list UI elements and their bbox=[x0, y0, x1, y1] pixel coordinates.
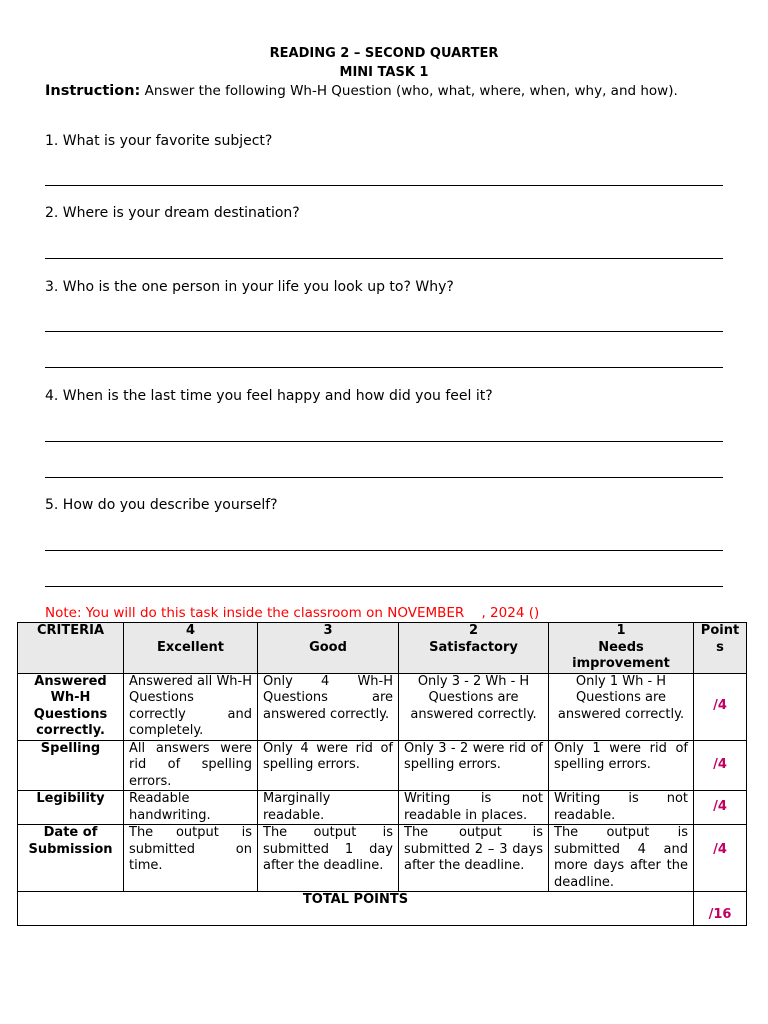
cell-needs-improvement: The output is submitted 4 and more days after the deadline. bbox=[549, 825, 694, 892]
instruction-label: Instruction: bbox=[45, 83, 141, 99]
header-score-3 bbox=[258, 623, 399, 674]
criteria-date-of-submission: Date of Submission bbox=[18, 825, 124, 892]
total-points-label: TOTAL POINTS bbox=[18, 892, 694, 926]
header-4-label: Excellent bbox=[157, 639, 224, 655]
answer-line-1[interactable] bbox=[45, 185, 723, 186]
rubric-total-row bbox=[18, 892, 747, 926]
header-score-4 bbox=[124, 623, 258, 674]
answer-line-4b[interactable] bbox=[45, 477, 723, 478]
header-score-2 bbox=[399, 623, 549, 674]
points-cell: /4 bbox=[694, 825, 747, 892]
cell-good: Only 4 were rid of spelling errors. bbox=[258, 740, 399, 791]
points-cell: /4 bbox=[694, 673, 747, 740]
header-1-label: Needs improvement bbox=[572, 639, 670, 671]
worksheet-subtitle: MINI TASK 1 bbox=[339, 65, 429, 80]
question-1: 1. What is your favorite subject? bbox=[45, 133, 273, 149]
points-cell: /4 bbox=[694, 740, 747, 791]
cell-excellent: Readable handwriting. bbox=[124, 791, 258, 825]
cell-excellent: Answered all Wh-H Questions correctly and completely. bbox=[124, 673, 258, 740]
rubric-row-legibility bbox=[18, 791, 747, 825]
answer-line-2[interactable] bbox=[45, 258, 723, 259]
answer-line-5a[interactable] bbox=[45, 550, 723, 551]
header-score-1 bbox=[549, 623, 694, 674]
cell-needs-improvement: Only 1 Wh - H Questions are answered correctly. bbox=[549, 673, 694, 740]
header-4-number: 4 bbox=[185, 623, 196, 638]
header-2-label: Satisfactory bbox=[429, 639, 518, 655]
header-3-label: Good bbox=[309, 639, 347, 655]
cell-needs-improvement: Writing is not readable. bbox=[549, 791, 694, 825]
question-5: 5. How do you describe yourself? bbox=[45, 497, 278, 513]
cell-satisfactory: Writing is not readable in places. bbox=[399, 791, 549, 825]
points-cell: /4 bbox=[694, 791, 747, 825]
header-criteria: CRITERIA bbox=[18, 623, 124, 674]
answer-line-5b[interactable] bbox=[45, 586, 723, 587]
criteria-answered: Answered Wh-H Questions correctly. bbox=[18, 673, 124, 740]
rubric-table bbox=[17, 622, 747, 926]
header-3-number: 3 bbox=[323, 623, 333, 638]
header-1-number: 1 bbox=[616, 623, 626, 638]
instruction-block bbox=[45, 82, 705, 101]
rubric-row-answered bbox=[18, 673, 747, 740]
instruction-text: Answer the following Wh-H Question (who, what, where, when, why, and how). bbox=[144, 83, 678, 99]
rubric-row-spelling bbox=[18, 740, 747, 791]
answer-line-3b[interactable] bbox=[45, 367, 723, 368]
cell-satisfactory: The output is submitted 2 – 3 days after the deadline. bbox=[399, 825, 549, 892]
cell-good: Marginally readable. bbox=[258, 791, 399, 825]
worksheet-title: READING 2 – SECOND QUARTER bbox=[269, 46, 499, 61]
total-points-value: /16 bbox=[694, 892, 747, 926]
cell-satisfactory: Only 3 - 2 were rid of spelling errors. bbox=[399, 740, 549, 791]
cell-needs-improvement: Only 1 were rid of spelling errors. bbox=[549, 740, 694, 791]
answer-line-4a[interactable] bbox=[45, 441, 723, 442]
criteria-spelling: Spelling bbox=[18, 740, 124, 791]
cell-excellent: All answers were rid of spelling errors. bbox=[124, 740, 258, 791]
question-4: 4. When is the last time you feel happy and how did you feel it? bbox=[45, 388, 493, 404]
rubric-header-row bbox=[18, 623, 747, 674]
rubric-row-submission bbox=[18, 825, 747, 892]
classroom-note: Note: You will do this task inside the classroom on NOVEMBER , 2024 () bbox=[45, 605, 540, 621]
cell-good: Only 4 Wh-H Questions are answered correctly. bbox=[258, 673, 399, 740]
question-3: 3. Who is the one person in your life you look up to? Why? bbox=[45, 279, 454, 295]
cell-satisfactory: Only 3 - 2 Wh - H Questions are answered correctly. bbox=[399, 673, 549, 740]
header-2-number: 2 bbox=[468, 623, 479, 638]
cell-good: The output is submitted 1 day after the deadline. bbox=[258, 825, 399, 892]
answer-line-3a[interactable] bbox=[45, 331, 723, 332]
question-2: 2. Where is your dream destination? bbox=[45, 205, 300, 221]
criteria-legibility: Legibility bbox=[18, 791, 124, 825]
cell-excellent: The output is submitted on time. bbox=[124, 825, 258, 892]
header-points: Points bbox=[694, 623, 747, 674]
